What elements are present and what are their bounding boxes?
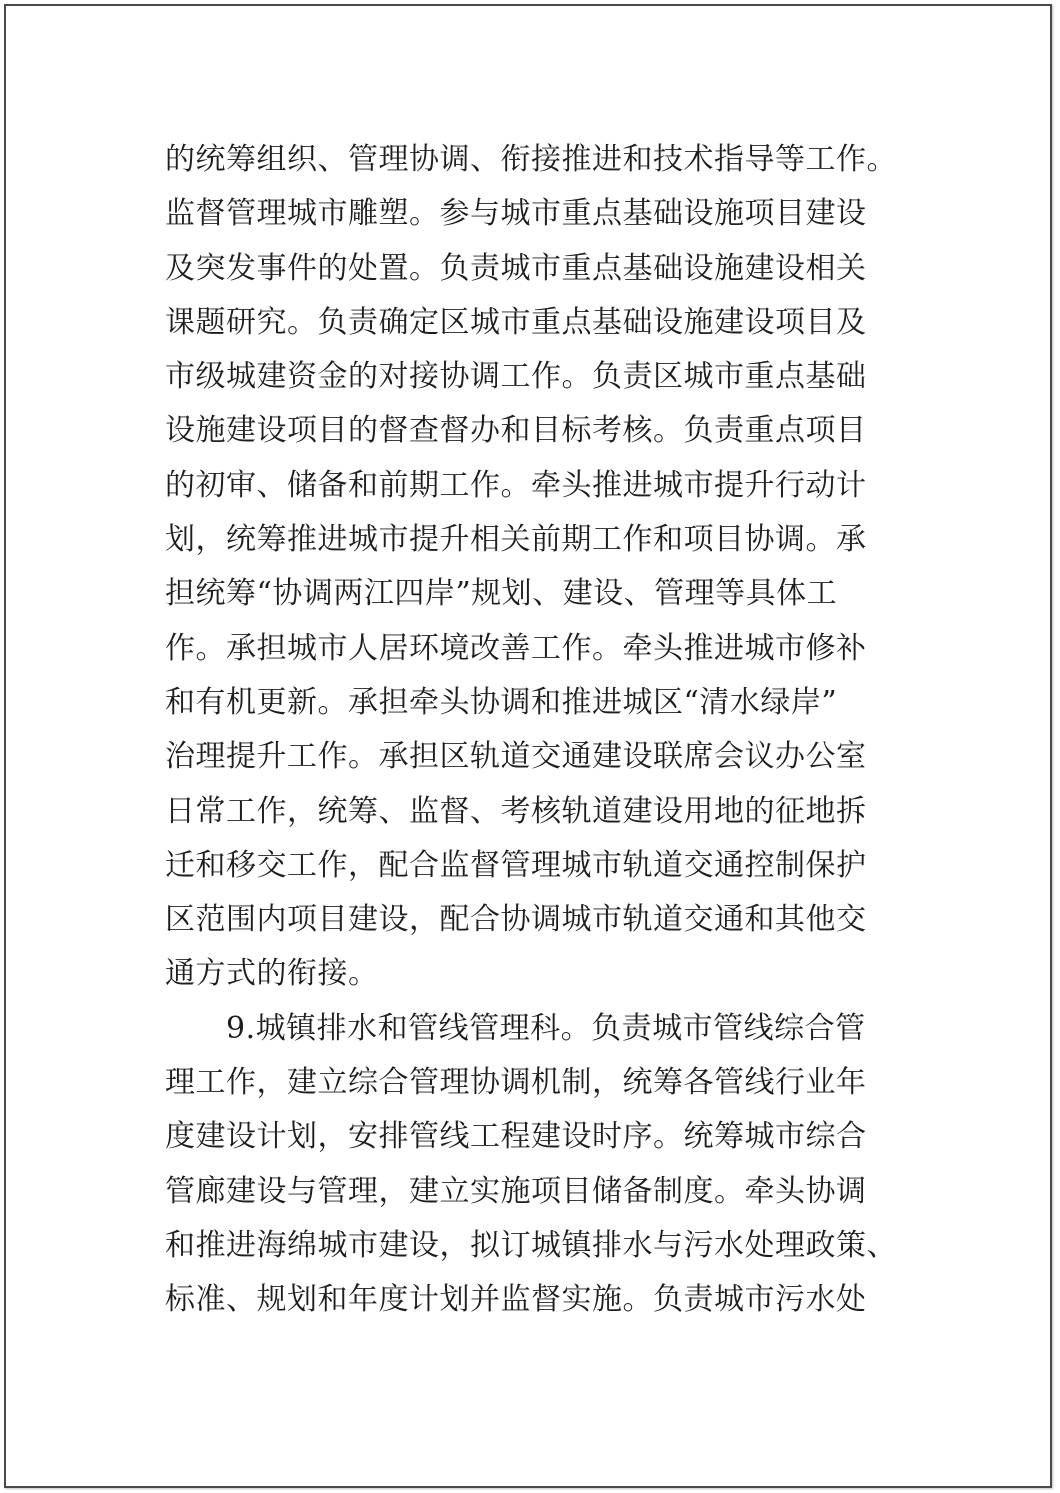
text-line: 及突发事件的处置。负责城市重点基础设施建设相关 (165, 250, 867, 286)
paragraph-start-line: 9.城镇排水和管线管理科。负责城市管线综合管 (165, 1010, 866, 1046)
text-line: 市级城建资金的对接协调工作。负责区城市重点基础 (165, 359, 867, 395)
text-line: 迁和移交工作，配合监督管理城市轨道交通控制保护 (165, 847, 867, 883)
text-line: 划，统筹推进城市提升相关前期工作和项目协调。承 (165, 522, 867, 558)
document-body (165, 133, 925, 1328)
text-line: 通方式的衔接。 (165, 956, 379, 992)
text-line: 的统筹组织、管理协调、衔接推进和技术指导等工作。 (165, 142, 897, 177)
text-line: 标准、规划和年度计划并监督实施。负责城市污水处 (165, 1282, 867, 1318)
text-line: 区范围内项目建设，配合协调城市轨道交通和其他交 (165, 902, 867, 938)
text-line: 的初审、储备和前期工作。牵头推进城市提升行动计 (165, 467, 867, 503)
text-line: 设施建设项目的督查督办和目标考核。负责重点项目 (165, 413, 867, 449)
text-line: 和有机更新。承担牵头协调和推进城区“清水绿岸” (165, 684, 838, 720)
text-line: 监督管理城市雕塑。参与城市重点基础设施项目建设 (165, 196, 867, 232)
text-line: 作。承担城市人居环境改善工作。牵头推进城市修补 (165, 630, 867, 666)
text-line: 担统筹“协调两江四岸”规划、建设、管理等具体工 (165, 576, 838, 612)
text-line: 度建设计划，安排管线工程建设时序。统筹城市综合 (165, 1119, 867, 1155)
text-line: 管廊建设与管理，建立实施项目储备制度。牵头协调 (165, 1173, 867, 1209)
text-line: 日常工作，统筹、监督、考核轨道建设用地的征地拆 (165, 793, 867, 829)
text-line: 理工作，建立综合管理协调机制，统筹各管线行业年 (165, 1065, 867, 1101)
text-line: 课题研究。负责确定区城市重点基础设施建设项目及 (165, 304, 867, 340)
text-line: 和推进海绵城市建设，拟订城镇排水与污水处理政策、 (165, 1227, 897, 1263)
text-line: 治理提升工作。承担区轨道交通建设联席会议办公室 (165, 739, 867, 775)
